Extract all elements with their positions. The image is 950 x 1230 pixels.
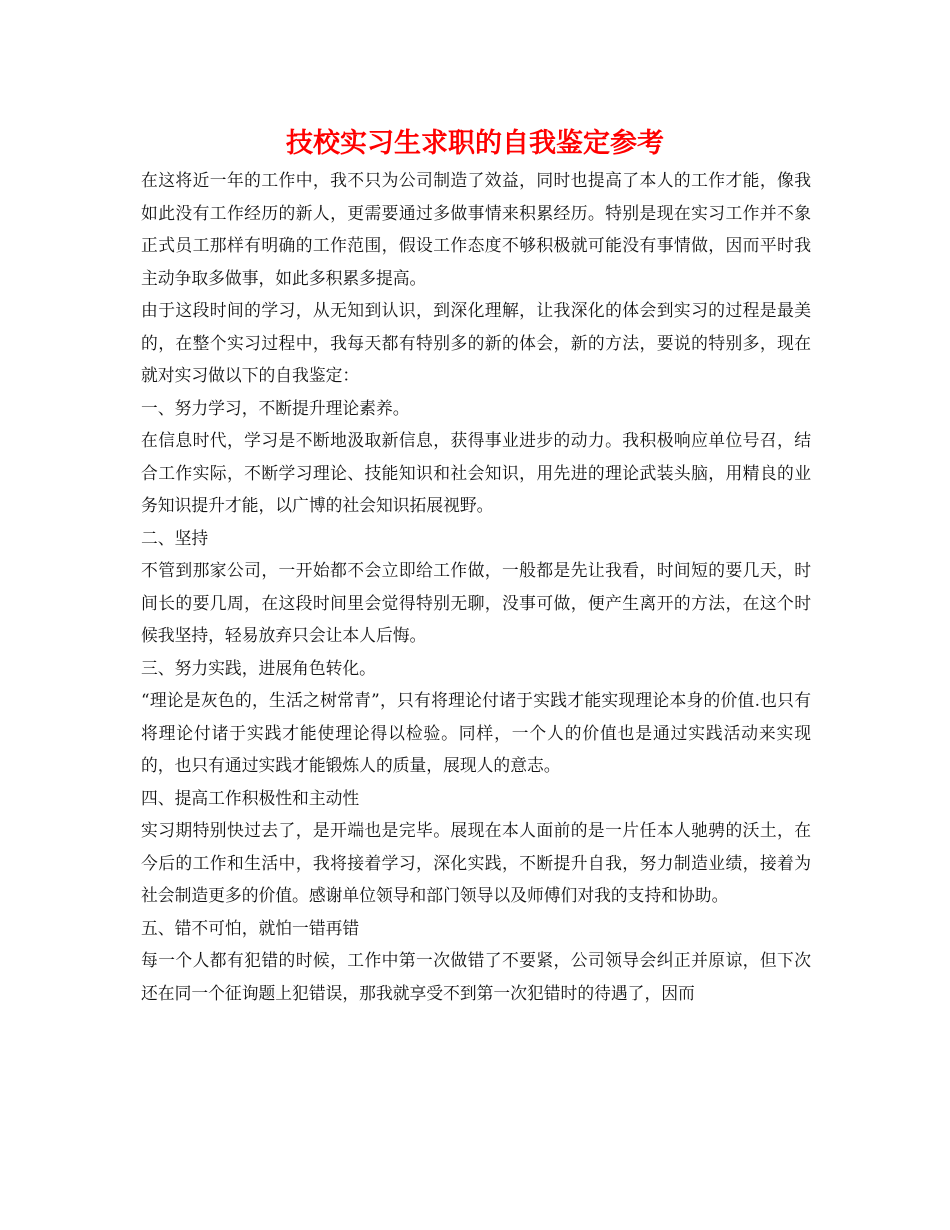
section-heading-1: 一、努力学习，不断提升理论素养。 (141, 397, 410, 418)
paragraph-section-5: 每一个人都有犯错的时候，工作中第一次做错了不要紧，公司领导会纠正并原谅，但下次还在同一个征询题上犯错误，那我就享受不到第一次犯错时的待遇了，因而 (141, 950, 811, 1003)
paragraph-learning-experience: 由于这段时间的学习，从无知到认识，到深化理解，让我深化的体会到实习的过程是最美的，在整个实习过程中，我每天都有特别多的新的体会，新的方法，要说的特别多，现在就对实习做以下的自我鉴定： (141, 300, 811, 385)
paragraph-intro: 在这将近一年的工作中，我不只为公司制造了效益，同时也提高了本人的工作才能，像我如此没有工作经历的新人，更需要通过多做事情来积累经历。特别是现在实习工作并不象正式员工那样有明确的工作范围，假设工作态度不够积极就可能没有事情做，因而平时我主动争取多做事，如此多积累多提高。 (141, 170, 811, 288)
document-body (141, 164, 811, 1009)
document-title: 技校实习生求职的自我鉴定参考 (286, 128, 664, 159)
paragraph-section-3: “理论是灰色的，生活之树常青”，只有将理论付诸于实践才能实现理论本身的价值.也只有将理论付诸于实践才能使理论得以检验。同样，一个人的价值也是通过实践活动来实现的，也只有通过实践才能锻炼人的质量，展现人的意志。 (141, 690, 811, 775)
paragraph-section-4: 实习期特别快过去了，是开端也是完毕。展现在本人面前的是一片任本人驰骋的沃土，在今后的工作和生活中，我将接着学习，深化实践，不断提升自我，努力制造业绩，接着为社会制造更多的价值。感谢单位领导和部门领导以及师傅们对我的支持和协助。 (141, 820, 811, 905)
section-heading-3: 三、努力实践，进展角色转化。 (141, 657, 376, 678)
section-heading-2: 二、坚持 (141, 527, 209, 548)
section-heading-5: 五、错不可怕，就怕一错再错 (141, 917, 360, 938)
paragraph-section-2: 不管到那家公司，一开始都不会立即给工作做，一般都是先让我看，时间短的要几天，时间长的要几周，在这段时间里会觉得特别无聊，没事可做，便产生离开的方法，在这个时候我坚持，轻易放弃只会让本人后悔。 (141, 560, 811, 645)
paragraph-section-1: 在信息时代，学习是不断地汲取新信息，获得事业进步的动力。我积极响应单位号召，结合工作实际，不断学习理论、技能知识和社会知识，用先进的理论武装头脑，用精良的业务知识提升才能，以广博的社会知识拓展视野。 (141, 430, 811, 515)
section-heading-4: 四、提高工作积极性和主动性 (141, 787, 360, 808)
